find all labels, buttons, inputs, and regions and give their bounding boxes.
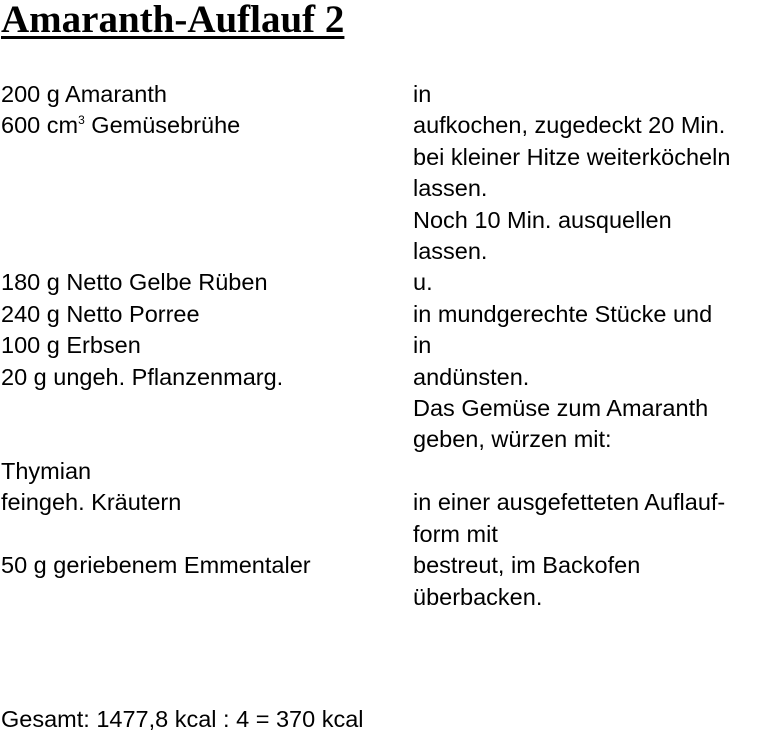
instruction-line: überbacken. xyxy=(413,583,543,610)
superscript-three: 3 xyxy=(78,113,85,128)
instruction-line: andünsten. xyxy=(413,363,530,390)
recipe-row xyxy=(1,550,777,613)
instruction-block xyxy=(413,550,777,613)
instruction-line: in xyxy=(413,81,432,107)
instruction-block xyxy=(413,110,777,267)
recipe-title: Amaranth-Auflauf 2 xyxy=(1,0,345,41)
instruction-line: geben, würzen mit: xyxy=(413,426,612,453)
instruction-line: in mundgerechte Stücke und xyxy=(413,300,713,327)
recipe-row xyxy=(1,79,777,110)
instruction-line: bestreut, im Backofen xyxy=(413,552,641,579)
ingredient-text: feingeh. Kräutern xyxy=(1,489,182,516)
instruction-block xyxy=(413,330,777,361)
instruction-line: in xyxy=(413,332,432,359)
recipe-row xyxy=(1,267,777,298)
instruction-line: lassen. xyxy=(413,238,488,265)
recipe-row xyxy=(1,330,777,361)
recipe-table xyxy=(1,79,777,613)
instruction-line: bei kleiner Hitze weiterköcheln xyxy=(413,143,731,170)
recipe-row xyxy=(1,456,777,487)
instruction-block xyxy=(413,456,777,487)
ingredient-text: 20 g ungeh. Pflanzenmarg. xyxy=(1,363,284,390)
ingredient-text: 600 $cm^3$ Gemüsebrühe xyxy=(1,112,241,139)
recipe-row xyxy=(1,362,777,456)
calorie-total: Gesamt: 1477,8 kcal : 4 = 370 kcal xyxy=(1,706,364,732)
instruction-block xyxy=(413,79,777,110)
instruction-block xyxy=(413,267,777,298)
ingredient-text: Thymian xyxy=(1,457,92,484)
instruction-line: aufkochen, zugedeckt 20 Min. xyxy=(413,112,726,139)
recipe-row xyxy=(1,487,777,550)
instruction-block xyxy=(413,362,777,456)
instruction-block xyxy=(413,487,777,550)
ingredient-text: 100 g Erbsen xyxy=(1,332,141,359)
ingredient-text: 50 g geriebenem Emmentaler xyxy=(1,552,311,579)
instruction-line: in einer ausgefetteten Auflauf- xyxy=(413,489,726,516)
ingredient-text: 240 g Netto Porree xyxy=(1,300,200,327)
instruction-line: Das Gemüse zum Amaranth xyxy=(413,395,709,422)
recipe-row xyxy=(1,299,777,330)
instruction-block xyxy=(413,299,777,330)
instruction-line xyxy=(413,456,777,487)
ingredient-text: 180 g Netto Gelbe Rüben xyxy=(1,269,268,296)
instruction-line: lassen. xyxy=(413,175,488,202)
ingredient-text: 200 g Amaranth xyxy=(1,81,167,107)
instruction-line: form mit xyxy=(413,520,498,547)
instruction-line: u. xyxy=(413,269,433,296)
instruction-line: Noch 10 Min. ausquellen xyxy=(413,206,672,233)
recipe-row xyxy=(1,110,777,267)
